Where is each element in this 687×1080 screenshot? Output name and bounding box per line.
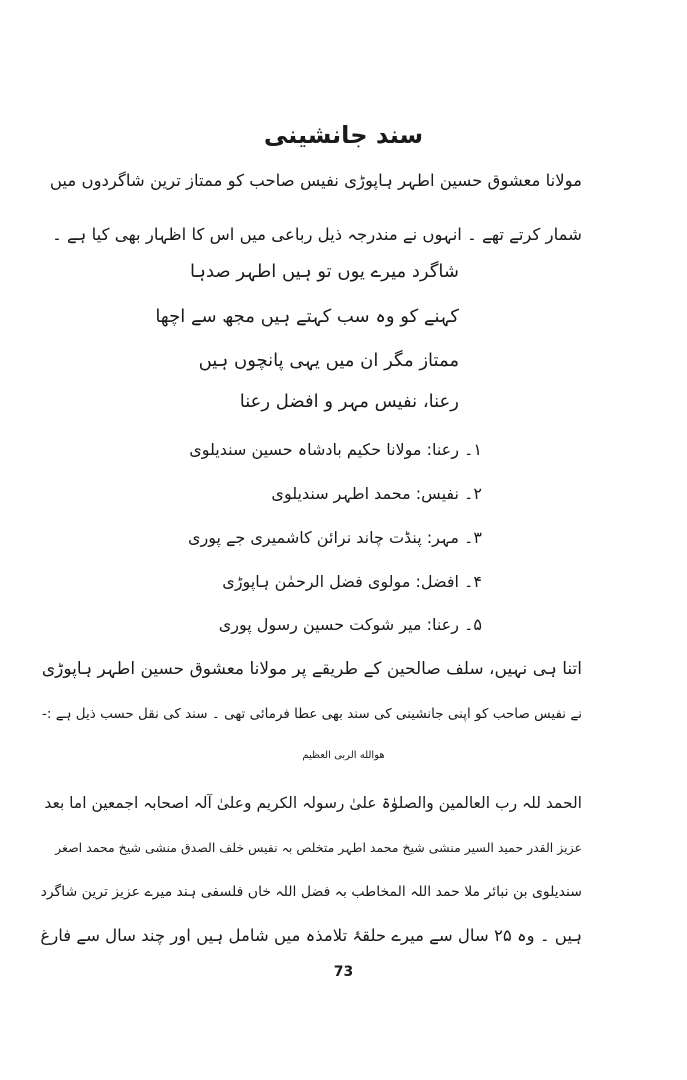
invocation: ھوالله الربی العظیم	[302, 750, 385, 761]
paragraph3-line-1: الحمد للہ رب العالمین والصلوٰۃ علیٰ رسولہ الکریم وعلیٰ آلہ اصحابہ اجمعین اما بعد	[44, 794, 582, 812]
paragraph3-line-3: سندیلوی بن نبائر ملا حمد اللہ المخاطب بہ فضل اللہ خاں فلسفی ہند میرے عزیز ترین شاگرد	[40, 884, 582, 900]
paragraph1-line-2: شمار کرتے تھے ۔ انہوں نے مندرجہ ذیل رباعی میں اس کا اظہار بھی کیا ہے ۔	[52, 225, 582, 244]
poem-line-1: شاگرد میرے یوں تو ہیں اطہر صدہا	[189, 261, 459, 282]
poem-line-2: کہنے کو وہ سب کہتے ہیں مجھ سے اچھا	[155, 306, 459, 327]
list-item-4: ۴۔ افضل: مولوی فضل الرحمٰن ہاپوڑی	[222, 572, 482, 591]
poem-line-3: ممتاز مگر ان میں یہی پانچوں ہیں	[198, 350, 459, 371]
list-item-1: ۱۔ رعنا: مولانا حکیم بادشاہ حسین سندیلوی	[189, 440, 482, 459]
paragraph1-line-1: مولانا معشوق حسین اطہر ہاپوڑی نفیس صاحب کو ممتاز ترین شاگردوں میں	[49, 171, 582, 190]
list-item-3: ۳۔ مہر: پنڈت چاند نرائن کاشمیری جے پوری	[187, 528, 482, 547]
paragraph2-line-2: نے نفیس صاحب کو اپنی جانشینی کی سند بھی عطا فرمائی تھی ۔ سند کی نقل حسب ذیل ہے :-	[41, 706, 582, 722]
poem-line-4: رعنا، نفیس مہر و افضل رعنا	[239, 391, 459, 412]
list-item-2: ۲۔ نفیس: محمد اطہر سندیلوی	[271, 484, 482, 503]
list-item-5: ۵۔ رعنا: میر شوکت حسین رسول پوری	[218, 615, 482, 634]
paragraph3-line-4: ہیں ۔ وہ ۲۵ سال سے میرے حلقۂ تلامذہ میں شامل ہیں اور چند سال سے فارغ	[40, 926, 582, 945]
paragraph2-line-1: اتنا ہی نہیں، سلف صالحین کے طریقے پر مولانا معشوق حسین اطہر ہاپوڑی	[41, 659, 582, 679]
page-number: 73	[333, 964, 354, 980]
paragraph3-line-2: عزیز القدر حمید السیر منشی شیخ محمد اطہر متخلص بہ نفیس خلف الصدق منشی شیخ محمد اصغر	[55, 840, 582, 855]
page-title: سند جانشینی	[263, 121, 424, 149]
